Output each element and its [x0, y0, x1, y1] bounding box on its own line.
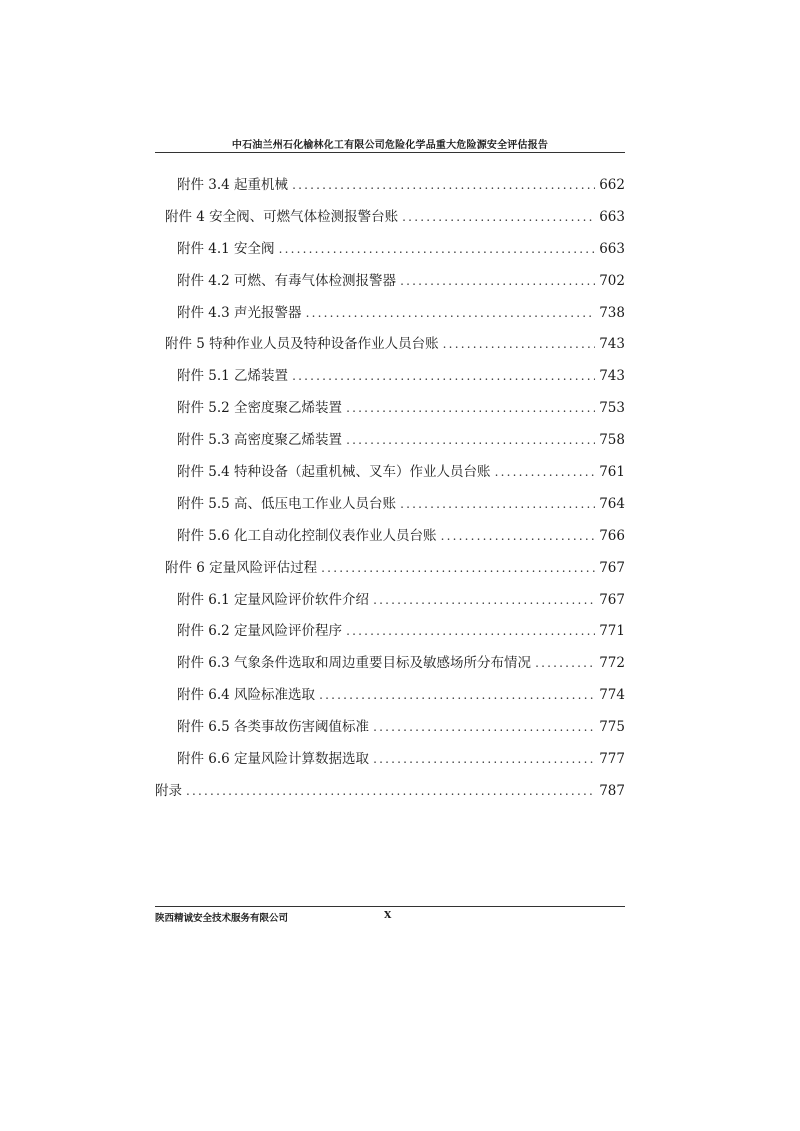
toc-leader-dots — [400, 489, 595, 521]
toc-entry-page: 738 — [599, 304, 625, 321]
toc-entry-page: 767 — [599, 559, 625, 576]
toc-entry[interactable] — [155, 616, 625, 648]
header-divider — [155, 152, 625, 153]
toc-entry-label: 附件 6.5 各类事故伤害阈值标准 — [177, 719, 370, 736]
toc-entry-page: 771 — [599, 623, 625, 640]
toc-entry-page: 767 — [599, 591, 625, 608]
toc-leader-dots — [319, 680, 595, 712]
toc-entry[interactable] — [155, 329, 625, 361]
toc-entry-label: 附件 5.6 化工自动化控制仪表作业人员台账 — [177, 527, 437, 544]
toc-leader-dots — [443, 329, 596, 361]
toc-entry-label: 附件 5.3 高密度聚乙烯装置 — [177, 432, 343, 449]
toc-leader-dots — [373, 585, 595, 617]
toc-entry-page: 761 — [599, 464, 625, 481]
company-name: 陕西精诚安全技术服务有限公司 — [155, 913, 289, 924]
toc-entry[interactable] — [155, 680, 625, 712]
toc-entry-label: 附件 6.3 气象条件选取和周边重要目标及敏感场所分布情况 — [177, 655, 532, 672]
toc-entry[interactable] — [155, 553, 625, 585]
toc-entry-page: 777 — [599, 751, 625, 768]
toc-entry-page: 787 — [599, 782, 625, 799]
toc-entry[interactable] — [155, 648, 625, 680]
toc-entry-label: 附录 — [155, 782, 182, 799]
toc-entry[interactable] — [155, 585, 625, 617]
toc-entry-page: 662 — [599, 177, 625, 193]
toc-entry-page: 772 — [599, 655, 625, 672]
toc-leader-dots — [306, 298, 596, 330]
toc-entry-label: 附件 4.3 声光报警器 — [177, 304, 302, 321]
toc-entry-page: 743 — [599, 368, 625, 385]
toc-entry[interactable] — [155, 776, 625, 808]
toc-leader-dots — [346, 393, 595, 425]
toc-entry-label: 附件 6.2 定量风险评价程序 — [177, 623, 343, 640]
toc-entry[interactable] — [155, 234, 625, 266]
toc-leader-dots — [535, 648, 595, 680]
table-of-contents — [155, 170, 625, 808]
toc-entry-label: 附件 6.6 定量风险计算数据选取 — [177, 751, 370, 768]
toc-leader-dots — [402, 202, 595, 234]
toc-entry[interactable] — [155, 521, 625, 553]
toc-leader-dots — [346, 425, 595, 457]
toc-leader-dots — [495, 457, 596, 489]
toc-leader-dots — [292, 361, 595, 393]
toc-entry-label: 附件 6.4 风险标准选取 — [177, 687, 316, 704]
toc-entry[interactable] — [155, 489, 625, 521]
toc-entry-label: 附件 6.1 定量风险评价软件介绍 — [177, 591, 370, 608]
toc-entry-label: 附件 3.4 起重机械 — [177, 177, 289, 193]
toc-leader-dots — [441, 521, 596, 553]
report-title: 中石油兰州石化榆林化工有限公司危险化学品重大危险源安全评估报告 — [231, 140, 549, 151]
toc-entry[interactable] — [155, 361, 625, 393]
toc-entry-page: 774 — [599, 687, 625, 704]
toc-leader-dots — [373, 712, 595, 744]
toc-leader-dots — [373, 744, 595, 776]
toc-leader-dots — [400, 266, 595, 298]
toc-entry-page: 702 — [599, 272, 625, 289]
toc-entry[interactable] — [155, 712, 625, 744]
toc-entry-label: 附件 5.4 特种设备（起重机械、叉车）作业人员台账 — [177, 464, 491, 481]
toc-leader-dots — [279, 234, 596, 266]
toc-entry[interactable] — [155, 457, 625, 489]
toc-entry[interactable] — [155, 393, 625, 425]
toc-leader-dots — [321, 553, 595, 585]
toc-entry-page: 743 — [599, 336, 625, 353]
footer-divider — [155, 906, 625, 907]
toc-entry[interactable] — [155, 744, 625, 776]
toc-entry[interactable] — [155, 266, 625, 298]
toc-entry-page: 758 — [599, 432, 625, 449]
toc-entry[interactable] — [155, 425, 625, 457]
toc-entry-label: 附件 6 定量风险评估过程 — [165, 559, 318, 576]
toc-leader-dots — [346, 616, 595, 648]
toc-entry-label: 附件 5.1 乙烯装置 — [177, 368, 289, 385]
toc-leader-dots — [292, 170, 595, 202]
toc-entry-page: 764 — [599, 495, 625, 512]
toc-entry-page: 775 — [599, 719, 625, 736]
toc-entry[interactable] — [155, 298, 625, 330]
page-number: X — [384, 910, 392, 921]
toc-entry[interactable] — [155, 170, 625, 202]
toc-entry-label: 附件 5 特种作业人员及特种设备作业人员台账 — [165, 336, 439, 353]
toc-entry-label: 附件 4 安全阀、可燃气体检测报警台账 — [165, 208, 399, 225]
toc-entry[interactable] — [155, 202, 625, 234]
toc-entry-label: 附件 5.2 全密度聚乙烯装置 — [177, 400, 343, 417]
toc-entry-page: 663 — [599, 240, 625, 257]
toc-entry-label: 附件 4.2 可燃、有毒气体检测报警器 — [177, 272, 397, 289]
toc-entry-page: 753 — [599, 400, 625, 417]
toc-leader-dots — [186, 776, 595, 808]
toc-entry-label: 附件 4.1 安全阀 — [177, 240, 275, 257]
toc-entry-page: 766 — [599, 527, 625, 544]
toc-entry-label: 附件 5.5 高、低压电工作业人员台账 — [177, 495, 397, 512]
toc-entry-page: 663 — [599, 208, 625, 225]
